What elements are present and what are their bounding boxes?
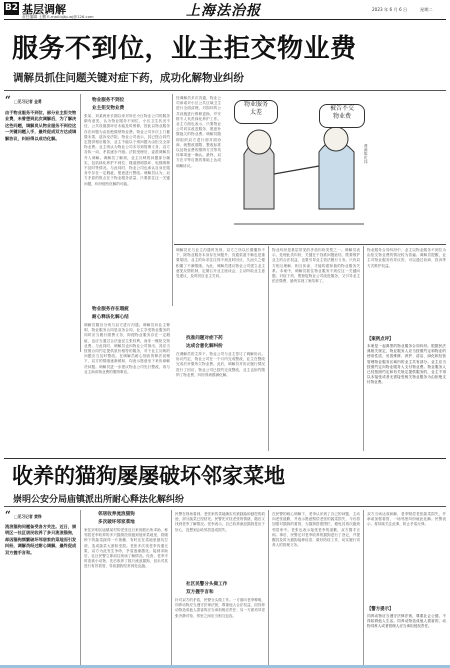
body-text: 双方当场达成和解，老李赔偿老张蔬菜损失，并承诺加强看管，一场邻里纠纷就此化解。民警表示，将持续关注此事，防止矛盾反弹。	[367, 512, 446, 527]
case-review-title: 【案例点评】	[367, 337, 394, 342]
headline-rule	[4, 90, 446, 91]
editor-credit: 责任编辑 王鹏 E-mail:bjtp-wj@126.com	[22, 14, 94, 19]
section-title: 基层调解	[22, 3, 66, 16]
body-text: 调解员在与业主沟通时发现，双方之所以长期僵持不下，除物业服务本身存在问题外，沟通渠道不畅也是重要原因。业主的诉求往往得不到及时回应，久而久之便积累了不满情绪。为此，调解员建议物业公司建立业主意见反馈机制，定期召开业主座谈会，主动听取业主意见建议，及时回应业主关切。	[176, 248, 265, 279]
headline: 收养的猫狗屡屡破坏邻家菜地	[12, 463, 285, 488]
speech-bubble: 物业服务 太差	[234, 100, 278, 124]
speech-bubble: 被告不交 物业费	[319, 104, 365, 128]
cartoon-credit: 漫画 陈佐纬	[364, 144, 368, 164]
body-text: 经调解员多次沟通，物业公司承诺对小区公共区域卫生进行全面清理，对损坏的公共设施进行维修更换，并安排专人负责绿化养护工作。业主方面也表示，只要物业公司切实改进服务，愿意补缴拖欠的物业费。调解员随即组织双方进行面对面协商，就整改期限、整改标准以及物业费的缴纳方式等具体事项逐一确认。最终，双方在平等自愿的基础上达成调解协议。	[176, 96, 221, 168]
issue-date: 2023 年 6 月 6 日	[372, 7, 408, 12]
body-text: 家住崇明区庙镇某村的老张近日来到派出所求助，称邻居老李收养的多只猫狗经常跑到他家菜地里，将刚种下的蔬菜踩得一片狼藉，有时还在菜地里刨坑打滚，造成蔬菜大面积受损。老张多次找老李沟通无果，双方为此发生争吵，矛盾逐渐激化。接到求助后，社区民警立即前往现场了解情况。经查，老李平时喜欢小动物，先后收养了数只流浪猫狗，但未对其进行有效看管，导致猫狗经常到处乱跑。	[84, 528, 168, 569]
masthead-rule	[4, 19, 446, 20]
body-text: 在民警的耐心调解下，老李认识到了自己的问题，主动向老张道歉，并表示愿意赔偿老张的蔬菜损失，今后将加强对猫狗的看管，为猫狗搭建围栏，避免其再次跑到邻居家中。老张也表示接受老李的道歉，双方握手言和。事后，民警还对老李收养的猫狗进行了登记，并提醒其及时为猫狗接种疫苗，做好防疫工作，切实履行饲养人的管理义务。	[272, 512, 360, 548]
headline: 服务不到位，业主拒交物业费	[12, 34, 357, 64]
section-header: 双方握手言和	[186, 590, 214, 595]
column-divider	[363, 510, 364, 665]
column-divider	[171, 510, 172, 665]
body-text: 针对双方的矛盾，民警分头做工作。一方面向老李释明，饲养动物应当遵守法律法规，尊重他人合法权益，因饲养动物造成他人损害的应当承担相应责任；另一方面劝导老张冷静对待，邻里之间应当相互包容。	[175, 598, 265, 618]
body-text: 调解员随后分别与双方进行沟通。调解员向业主释明，物业服务合同是双务合同，业主享受物业服务的同时应当履行缴费义务，即便物业服务存在一定瑕疵，也应当通过合法途径主张权利，而非一概拒交物业费。与此同时，调解员也向物业公司指出，其应当按照合同约定提供质价相符的服务，对于业主反映的问题应当及时整改。在调解员耐心细致的释法说理下，双方的情绪逐渐缓和，均表示愿意坐下来协商解决问题。调解员进一步建议物业公司先行整改，再与业主商谈物业费的缴纳事宜。	[84, 323, 170, 374]
section-header: 找准问题对症下药	[186, 336, 223, 341]
police-tips-text: 饲养动物应当遵守法律法规，尊重社会公德，不得妨碍他人生活。饲养动物造成他人损害的，动物饲养人或者管理人应当承担侵权责任。	[367, 614, 446, 629]
subheadline: 崇明公安分局庙镇派出所耐心释法化解纠纷	[13, 495, 185, 505]
column-divider	[268, 246, 269, 451]
newspaper-name: 上海法治报	[186, 3, 261, 19]
quote-mark-icon: “	[5, 95, 11, 106]
section-header: 业主拒交物业费	[92, 106, 125, 111]
lead-paragraph: 流浪猫狗问题备受各方关注。近日，崇明区一社区居民收养了多只流浪猫狗，却因猫狗频繁破坏邻居家的菜地而引发纠纷，调解员经过耐心调解，最终促成双方握手言和。	[5, 524, 77, 555]
body-text: 物业服务合同纠纷中，业主以物业服务不到位为由拒交物业费的情况较为普遍。调解员提醒，业主对物业服务有异议的，可以通过协商、投诉等方式维护权益。	[367, 248, 446, 268]
body-text: 民警在现场看到，老张家的菜地确实有被踩踏和刨挖的痕迹，部分蔬菜已经枯死。民警先安抚老张的情绪，随后又找到老李了解情况。老李表示，自己收养流浪猫狗是出于好心，没想到会给邻居造成损失。	[175, 512, 265, 532]
case-review-text: 本案是一起典型的物业服务合同纠纷。根据民法典相关规定，物业服务人应当按照约定和物业的使用性质，妥善维修、养护、清洁、绿化和经营管理物业服务区域内的业主共有部分。业主应当按照约定向物业服务人支付物业费。物业服务人已经按照约定和有关规定提供服务的，业主不得以未接受或者无需接受相关物业服务为由拒绝支付物业费。	[367, 344, 446, 385]
cartoon-illustration	[224, 94, 374, 239]
section-header: 邻居收养流浪猫狗	[98, 512, 135, 517]
issue-weekday: 星期二	[420, 7, 433, 12]
body-text: 在调解员的主持下，物业公司与业主签订了调解协议。协议约定，物业公司在一个月内完成整改，业主在整改完成后补缴所欠物业费。此后，调解员对协议履行情况进行了回访，物业公司已按约完成整改，业主也如约缴纳了物业费，纠纷得到圆满化解。	[176, 352, 265, 377]
story-rule	[174, 244, 446, 245]
section-header: 物业服务不到位	[92, 98, 125, 103]
lead-paragraph: 由于物业服务不到位，部分业主拒交物业费，未曾想到此次调解后，为了解决这些问题，调解员从物业服务不到位这一关键问题入手，最终促成双方达成调解协议，纠纷得以成功化解。	[5, 110, 77, 141]
column-divider	[80, 94, 81, 352]
subheadline: 调解员抓住问题关键对症下药，成功化解物业纠纷	[13, 72, 244, 84]
story-separator	[4, 458, 446, 459]
headline-rule	[4, 506, 446, 507]
quote-mark-icon: “	[5, 510, 11, 521]
police-tips-title: 【警方提示】	[367, 607, 394, 612]
body-text: 物业纠纷是基层常见的矛盾纠纷类型之一。调解员表示，处理此类纠纷，关键在于找准问题症结，既要维护业主的合法权益，也要引导业主依法履行义务。只有双方相互理解、相互体谅，才能构建和谐的物业服务关系。本案中，调解员抓住物业服务不到位这一关键问题，对症下药，既督促物业公司改进服务，又引导业主依法缴费，最终实现了案结事了。	[272, 248, 360, 284]
column-divider	[172, 94, 173, 306]
section-header: 社区民警分头做工作	[186, 582, 228, 587]
column-divider	[268, 510, 269, 665]
section-header: 多次破坏邻家菜地	[98, 520, 135, 525]
byline: □见习记者 金勇	[14, 99, 42, 104]
column-divider	[80, 510, 81, 665]
page-number-badge: B2	[4, 3, 19, 13]
body-text: 张某、刘某两家长期以来对所在小区物业公司的服务颇有意见，认为物业服务不到位，小区卫生状况不佳，公共设施损坏后未能及时维修，因此以物业服务存在问题为由拒绝缴纳物业费。物业公司多次上门催缴未果，遂诉至法院。物业公司表示，其已按合同约定提供相应服务，业主不能以个别问题为由拒交全部物业费。业主则认为物业公司未尽到管理义务，双方各执一词，矛盾逐步升级。法院受理后，委派调解员介入调解。调解员了解到，业主反映的问题部分属实，包括绿化养护不到位、楼道照明损坏、电梯维修不及时等情况。与此同时，物业公司也承认自身在服务中存在一定瑕疵，愿意进行整改。调解员认为，双方矛盾的焦点在于物业服务质量，只要抓住这一关键问题，纠纷便有化解的可能。	[84, 114, 170, 186]
section-header: 耐心释法化解心结	[92, 315, 129, 320]
section-header: 达成合意化解纠纷	[186, 344, 223, 349]
section-header: 物业服务存在瑕疵	[92, 307, 129, 312]
byline: □见习记者 黄铮	[14, 514, 42, 519]
column-divider	[363, 246, 364, 451]
